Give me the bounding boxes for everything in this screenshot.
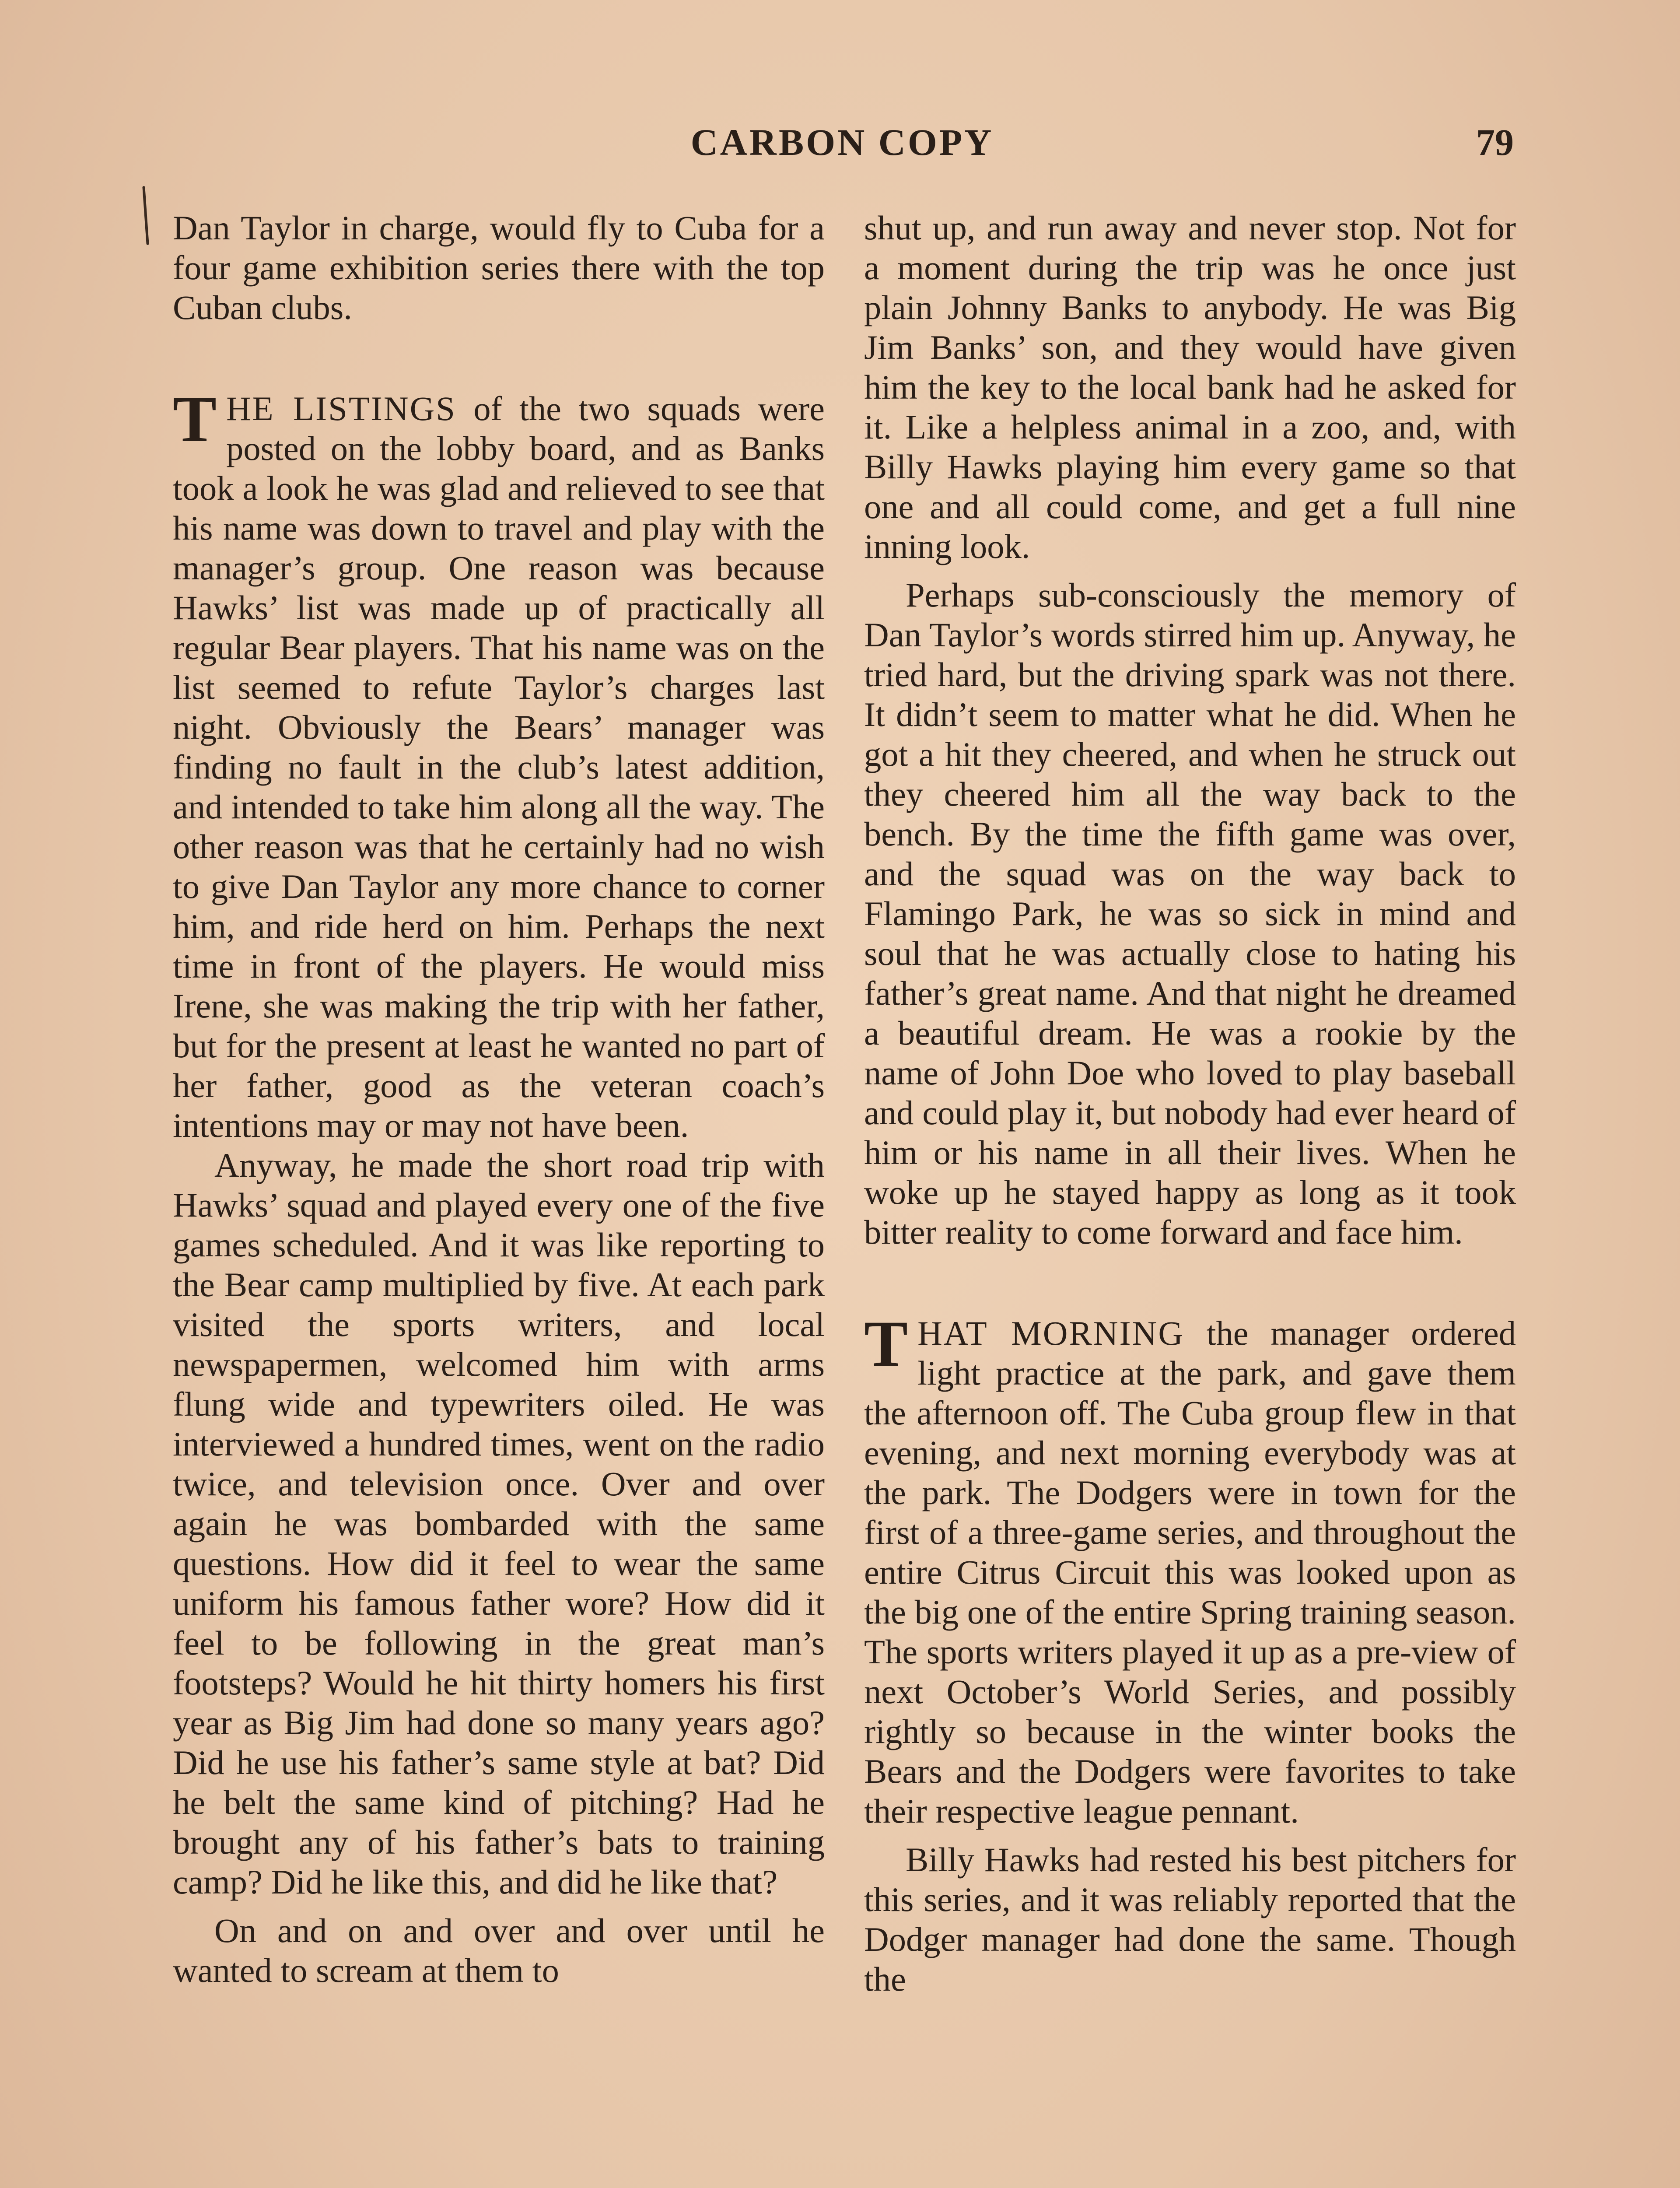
paragraph: Billy Hawks had rested his best pitchers for this series, and it was reliably reported that the Dodger manager had done the same. Though the [864, 1841, 1516, 1998]
paragraph: Anyway, he made the short road trip with Hawks’ squad and played every one of the five games scheduled. And it was like reporting to the Bear camp multiplied by five. At each park visited the sports writers, and local newspapermen, welcomed him with arms flung wide and typewriters oiled. He was interviewed a hundred times, went on the radio twice, and television once. Over and over again he was bombarded with the same questions. How did it feel to wear the same uniform his famous father wore? How did it feel to be following in the great man’s footsteps? Would he hit thirty homers his first year as Big Jim had done so many years ago? Did he use his father’s same style at bat? Did he belt the same kind of pitching? Had he brought any of his father’s bats to training camp? Did he like this, and did he like that? [173, 1146, 825, 1901]
paragraph-text: the manager ordered light practice at the park, and gave them the afternoon off. The Cuba group flew in that evening, and next morning everybody was at the park. The Dodgers were in town for the first of a three-game series, and throughout the entire Citrus Circuit this was looked upon as the big one of the entire Spring training season. The sports writers played it up as a pre-view of next October’s World Series, and possibly rightly so because in the winter books the Bears and the Dodgers were favorites to take their respective league pennant. [864, 1314, 1516, 1830]
margin-ink-mark [142, 186, 149, 245]
section-paragraph [173, 383, 825, 1145]
paragraph: On and on and over and over until he wanted to scream at them to [173, 1911, 825, 1989]
section-paragraph [864, 1308, 1516, 1831]
lead-in: HAT MORNING [917, 1314, 1185, 1352]
text-column-left [173, 208, 825, 1990]
text-column-right [864, 208, 1516, 1999]
paragraph: shut up, and run away and never stop. Not for a moment during the trip was he once just plain Johnny Banks to anybody. He was Big Jim Banks’ son, and they would have given him the key to the local bank had he asked for it. Like a helpless animal in a zoo, and, with Billy Hawks playing him every game so that one and all could come, and get a full nine inning look. [864, 209, 1516, 565]
paragraph-text: of the two squads were posted on the lobby board, and as Banks took a look he was glad and relieved to see that his name was down to travel and play with the manager’s group. One reason was because Hawks’ list was made up of practically all regular Bear players. That his name was on the list seemed to refute Taylor’s charges last night. Obviously the Bears’ manager was finding no fault in the club’s latest addition, and intended to take him along all the way. The other reason was that he certainly had no wish to give Dan Taylor any more chance to corner him, and ride herd on him. Perhaps the next time in front of the players. He would miss Irene, she was making the trip with her father, but for the present at least he wanted no part of her father, good as the veteran coach’s intentions may or may not have been. [173, 389, 825, 1144]
paragraph: Perhaps sub-consciously the memory of Dan Taylor’s words stirred him up. Anyway, he tried hard, but the driving spark was not there. It didn’t seem to matter what he did. When he got a hit they cheered, and when he struck out they cheered him all the way back to the bench. By the time the fifth game was over, and the squad was on the way back to Flamingo Park, he was so sick in mind and soul that he was actually close to hating his father’s great name. And that night he dreamed a beautiful dream. He was a rookie by the name of John Doe who loved to play baseball and could play it, but nobody had ever heard of him or his name in all their lives. When he woke up he stayed happy as long as it took bitter reality to come forward and face him. [864, 576, 1516, 1251]
running-head-title: CARBON COPY [690, 121, 994, 163]
paragraph: Dan Taylor in charge, would fly to Cuba for a four game exhibition series there with the top Cuban clubs. [173, 209, 825, 326]
lead-in: HE LISTINGS [226, 389, 456, 428]
drop-cap: T [864, 1308, 908, 1380]
drop-cap: T [173, 383, 217, 456]
page-number: 79 [1476, 121, 1514, 163]
